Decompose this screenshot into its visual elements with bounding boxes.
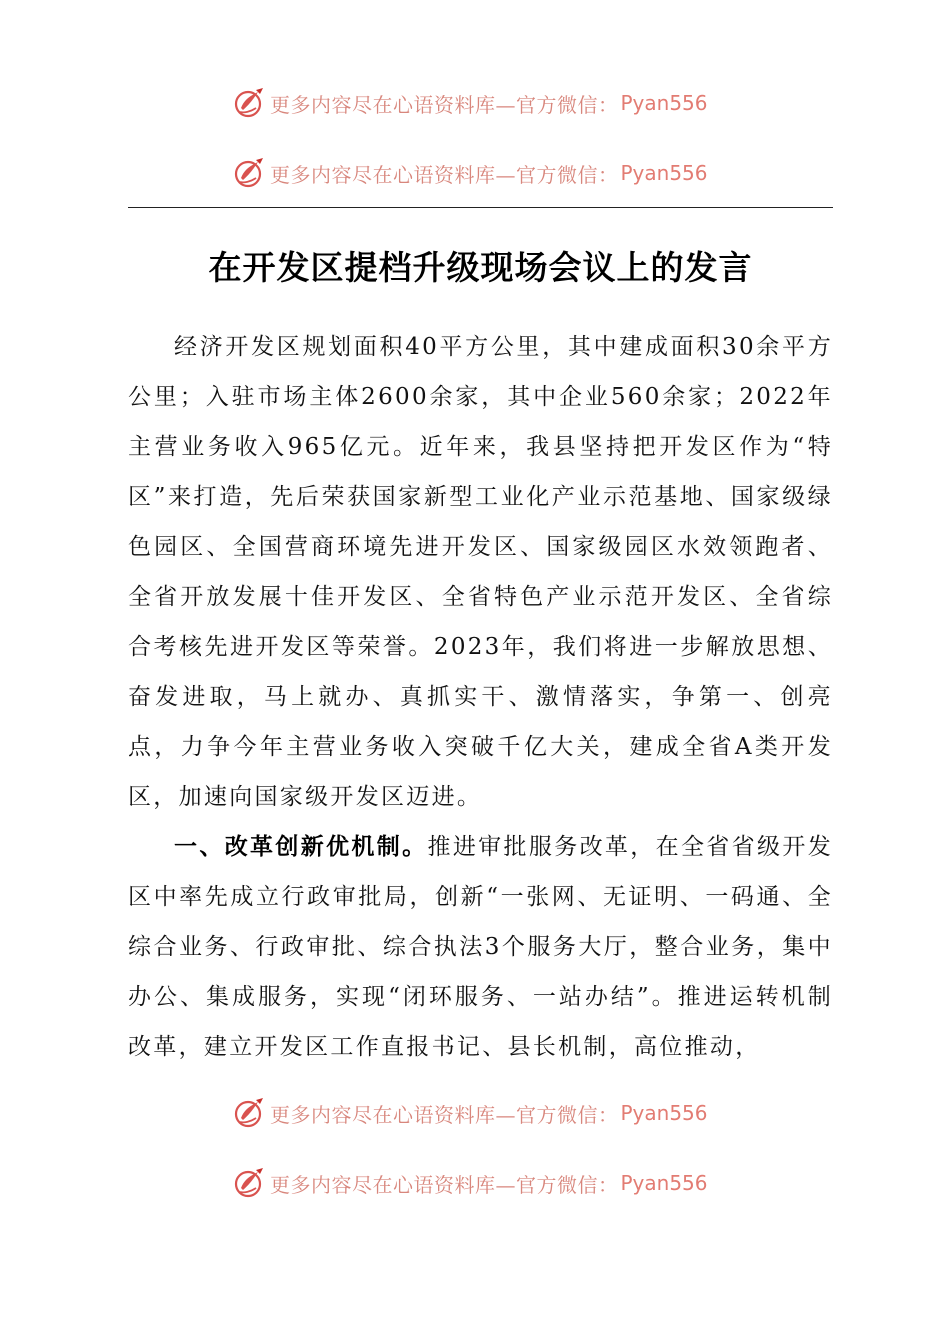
paragraph-text: 经济开发区规划面积40平方公里，其中建成面积30余平方公里；入驻市场主体2600余家，其中企业560余家；2022年主营业务收入965亿元。近年来，我县坚持把开发区作为“特区”来打造，先后荣获国家新型工业化产业示范基地、国家级绿色园区、全国营商环境先进开发区、国家级园区水效领跑者、全省开放发展十佳开发区、全省特色产业示范开发区、全省综合考核先进开发区等荣誉。2023年，我们将进一步解放思想、奋发进取，马上就办、真抓实干、激情落实，争第一、创亮点，力争今年主营业务收入突破千亿大关，建成全省A类开发区，加速向国家级开发区迈进。 — [128, 334, 833, 810]
watermark-banner — [232, 1165, 708, 1201]
watermark-wechat-id: Pyan556 — [620, 161, 708, 185]
body-paragraph — [128, 822, 833, 1072]
watermark-banner — [232, 155, 708, 191]
watermark-text: 更多内容尽在心语资料库—官方微信： — [270, 1172, 619, 1197]
body-paragraph — [128, 322, 833, 822]
watermark-text: 更多内容尽在心语资料库—官方微信： — [270, 1102, 619, 1127]
watermark-text: 更多内容尽在心语资料库—官方微信： — [270, 162, 619, 187]
watermark-text: 更多内容尽在心语资料库—官方微信： — [270, 92, 619, 117]
quill-logo-icon — [232, 1096, 266, 1130]
watermark-wechat-id: Pyan556 — [620, 91, 708, 115]
quill-logo-icon — [232, 1166, 266, 1200]
document-body — [128, 322, 833, 1072]
section-heading: 一、改革创新优机制。 — [174, 834, 428, 860]
watermark-wechat-id: Pyan556 — [620, 1171, 708, 1195]
paragraph-text: 推进审批服务改革，在全省省级开发区中率先成立行政审批局，创新“一张网、无证明、一码通、全综合业务、行政审批、综合执法3个服务大厅，整合业务，集中办公、集成服务，实现“闭环服务、一站办结”。推进运转机制改革，建立开发区工作直报书记、县长机制，高位推动， — [128, 834, 833, 1060]
watermark-banner — [232, 1095, 708, 1131]
watermark-wechat-id: Pyan556 — [620, 1101, 708, 1125]
quill-logo-icon — [232, 156, 266, 190]
header-divider — [128, 207, 833, 208]
document-title: 在开发区提档升级现场会议上的发言 — [208, 248, 753, 287]
watermark-banner — [232, 85, 708, 121]
quill-logo-icon — [232, 86, 266, 120]
